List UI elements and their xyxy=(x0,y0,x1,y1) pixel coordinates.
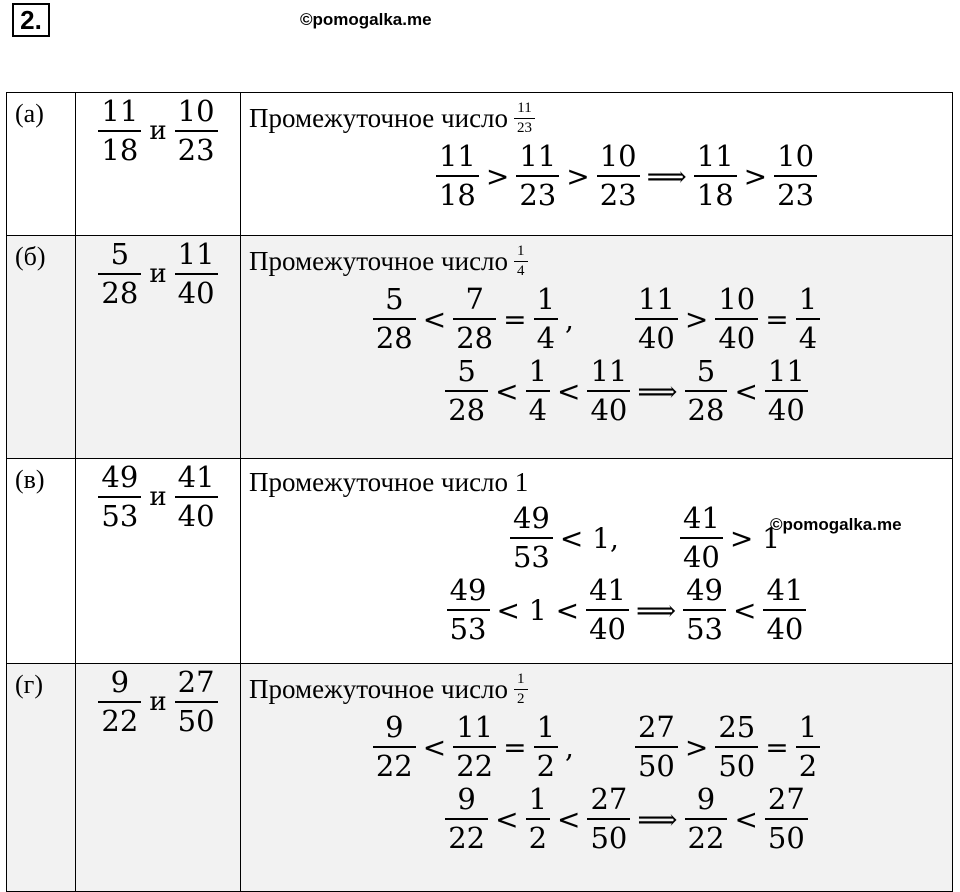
fraction-numerator: 49 xyxy=(449,573,487,607)
fraction xyxy=(373,282,416,355)
intermediate-number-line xyxy=(241,236,952,279)
math-operator: < xyxy=(557,374,581,408)
math-operator: = xyxy=(503,730,527,764)
intermediate-number-line xyxy=(241,459,952,498)
fraction xyxy=(765,782,808,855)
fraction-denominator: 23 xyxy=(514,118,535,136)
fraction xyxy=(526,782,550,855)
fraction xyxy=(516,139,559,212)
fraction xyxy=(534,710,558,783)
fraction xyxy=(765,354,808,427)
math-operator: < xyxy=(557,802,581,836)
fraction-denominator: 2 xyxy=(514,689,528,707)
fraction-denominator: 50 xyxy=(765,818,808,853)
fraction-numerator: 9 xyxy=(110,665,130,699)
fraction-denominator: 4 xyxy=(534,318,558,353)
fraction-numerator: 10 xyxy=(177,94,215,128)
math-operator: < xyxy=(734,802,758,836)
fraction-numerator: 41 xyxy=(589,573,626,607)
fraction-numerator: 49 xyxy=(512,501,550,535)
math-operator: > xyxy=(485,159,510,193)
math-operator: ⟹ xyxy=(635,593,677,627)
row-label: (а) xyxy=(15,99,44,128)
fraction-numerator: 11 xyxy=(438,139,476,173)
fraction-denominator: 40 xyxy=(635,318,678,353)
math-operator: = xyxy=(503,302,527,336)
fraction-denominator: 2 xyxy=(796,746,820,781)
fraction-denominator: 18 xyxy=(98,130,141,165)
fraction-numerator: 5 xyxy=(696,354,716,388)
math-operator: , xyxy=(565,302,574,336)
math-line-1 xyxy=(241,501,952,574)
fraction-numerator: 1 xyxy=(798,282,818,316)
fraction xyxy=(175,94,218,167)
solution-cell xyxy=(241,459,953,664)
fraction-pair xyxy=(76,664,240,736)
fraction-pair xyxy=(76,459,240,531)
fraction-numerator: 1 xyxy=(536,282,556,316)
fraction xyxy=(453,282,496,355)
fraction-denominator: 50 xyxy=(715,746,758,781)
fraction-numerator: 11 xyxy=(456,710,494,744)
intro-text: Промежуточное число xyxy=(249,103,509,133)
fraction-numerator: 1 xyxy=(528,782,548,816)
fraction-denominator: 2 xyxy=(526,818,550,853)
fraction-denominator: 53 xyxy=(98,496,141,531)
fraction-denominator: 23 xyxy=(597,175,640,210)
fraction xyxy=(694,139,737,212)
fraction-numerator: 11 xyxy=(637,282,675,316)
intro-text: Промежуточное число 1 xyxy=(249,467,529,497)
fraction-numerator: 1 xyxy=(536,710,556,744)
fraction xyxy=(683,573,726,646)
math-operator: ⟹ xyxy=(637,374,678,408)
math-operator: < xyxy=(422,730,447,764)
fraction xyxy=(514,244,528,279)
solution-cell xyxy=(241,236,953,459)
math-line-2 xyxy=(241,354,952,427)
math-operator: ⟹ xyxy=(637,802,678,836)
pair-cell xyxy=(76,236,241,459)
fraction xyxy=(175,237,218,310)
fraction xyxy=(373,710,416,783)
task-number: 2. xyxy=(12,3,50,37)
fraction xyxy=(796,282,820,355)
fraction-numerator: 25 xyxy=(718,710,756,744)
fraction-numerator: 27 xyxy=(637,710,675,744)
math-line-2 xyxy=(241,573,952,646)
intro-text: Промежуточное число xyxy=(249,674,509,704)
row-label: (в) xyxy=(15,465,45,494)
fraction-numerator: 5 xyxy=(457,354,476,388)
fraction xyxy=(796,710,820,783)
fraction-numerator: 11 xyxy=(519,139,557,173)
math-operator: < xyxy=(734,374,758,408)
fraction xyxy=(436,139,479,212)
label-cell xyxy=(7,459,76,664)
fraction-pair xyxy=(76,93,240,165)
fraction-denominator: 53 xyxy=(510,537,553,572)
solution-row xyxy=(7,459,953,664)
fraction-numerator: 49 xyxy=(101,460,139,494)
fraction-denominator: 22 xyxy=(373,746,416,781)
fraction-numerator: 10 xyxy=(777,139,815,173)
fraction xyxy=(514,672,528,707)
intermediate-number-line xyxy=(241,664,952,707)
fraction-numerator: 41 xyxy=(682,501,720,535)
fraction-denominator: 40 xyxy=(586,609,629,644)
fraction xyxy=(635,710,678,783)
fraction-numerator: 9 xyxy=(457,782,476,816)
fraction-numerator: 5 xyxy=(385,282,404,316)
pair-cell xyxy=(76,459,241,664)
fraction xyxy=(526,354,550,427)
row-label: (б) xyxy=(15,242,46,271)
fraction-numerator: 27 xyxy=(590,782,628,816)
math-operator: ⟹ xyxy=(646,159,687,193)
fraction xyxy=(715,710,758,783)
fraction xyxy=(534,282,558,355)
fraction xyxy=(680,501,723,574)
math-operator: = xyxy=(765,302,789,336)
fraction-numerator: 41 xyxy=(766,573,804,607)
fraction-denominator: 28 xyxy=(373,318,416,353)
math-line-1 xyxy=(241,139,952,212)
math-line-1 xyxy=(241,282,952,355)
watermark-middle: ©pomogalka.me xyxy=(770,515,902,534)
math-operator: < 1 < xyxy=(496,593,580,627)
intermediate-number-line xyxy=(241,93,952,136)
fraction-numerator: 11 xyxy=(177,237,215,271)
fraction-denominator: 28 xyxy=(98,273,141,308)
fraction-denominator: 22 xyxy=(685,818,728,853)
pair-cell xyxy=(76,93,241,236)
solution-row xyxy=(7,664,953,892)
fraction-numerator: 1 xyxy=(798,710,818,744)
fraction xyxy=(447,573,490,646)
fraction-denominator: 40 xyxy=(763,609,806,644)
fraction-denominator: 40 xyxy=(680,537,723,572)
math-operator: < xyxy=(422,302,447,336)
fraction xyxy=(98,665,141,738)
fraction xyxy=(774,139,817,212)
math-line-2 xyxy=(241,782,952,855)
fraction xyxy=(453,710,496,783)
fraction xyxy=(510,501,553,574)
fraction-denominator: 50 xyxy=(587,818,630,853)
fraction-numerator: 1 xyxy=(517,671,525,687)
fraction xyxy=(98,94,141,167)
fraction-numerator: 11 xyxy=(767,354,805,388)
fraction xyxy=(587,782,630,855)
fraction-numerator: 1 xyxy=(517,243,525,259)
fraction-numerator: 27 xyxy=(177,665,215,699)
conjunction: и xyxy=(149,116,167,146)
fraction xyxy=(685,782,728,855)
math-operator: > 1 xyxy=(729,521,781,555)
fraction-denominator: 4 xyxy=(514,261,528,279)
fraction xyxy=(763,573,806,646)
math-operator: = xyxy=(765,730,789,764)
math-line-1 xyxy=(241,710,952,783)
pair-cell xyxy=(76,664,241,892)
fraction xyxy=(597,139,640,212)
fraction-denominator: 53 xyxy=(447,609,490,644)
fraction-numerator: 1 xyxy=(528,354,548,388)
fraction-numerator: 10 xyxy=(599,139,637,173)
fraction-numerator: 11 xyxy=(696,139,734,173)
fraction-denominator: 40 xyxy=(765,390,808,425)
math-operator: > xyxy=(743,159,768,193)
math-operator: < 1, xyxy=(559,521,619,555)
fraction-denominator: 50 xyxy=(635,746,678,781)
math-operator: < xyxy=(495,802,519,836)
math-operator: > xyxy=(566,159,590,193)
fraction xyxy=(514,101,535,136)
solution-row xyxy=(7,93,953,236)
watermark-top: ©pomogalka.me xyxy=(300,10,432,29)
fraction xyxy=(175,665,218,738)
fraction-denominator: 40 xyxy=(715,318,758,353)
fraction xyxy=(685,354,728,427)
fraction-denominator: 22 xyxy=(445,818,488,853)
fraction-numerator: 11 xyxy=(590,354,628,388)
solution-cell xyxy=(241,664,953,892)
fraction xyxy=(635,282,678,355)
fraction-denominator: 2 xyxy=(534,746,558,781)
intro-text: Промежуточное число xyxy=(249,246,509,276)
fraction-denominator: 18 xyxy=(694,175,737,210)
fraction-denominator: 40 xyxy=(175,273,218,308)
label-cell xyxy=(7,236,76,459)
fraction-denominator: 22 xyxy=(453,746,496,781)
fraction-denominator: 18 xyxy=(436,175,479,210)
solution-cell xyxy=(241,93,953,236)
fraction-numerator: 7 xyxy=(465,282,484,316)
conjunction: и xyxy=(149,259,167,289)
row-label: (г) xyxy=(15,670,43,699)
fraction-denominator: 23 xyxy=(774,175,817,210)
math-operator: < xyxy=(495,374,519,408)
fraction-numerator: 27 xyxy=(767,782,805,816)
fraction xyxy=(98,460,141,533)
math-operator: > xyxy=(684,730,709,764)
fraction-denominator: 23 xyxy=(516,175,559,210)
fraction xyxy=(586,573,629,646)
conjunction: и xyxy=(149,482,167,512)
solution-table xyxy=(6,92,953,892)
solution-row xyxy=(7,236,953,459)
fraction-numerator: 5 xyxy=(110,237,130,271)
label-cell xyxy=(7,664,76,892)
fraction xyxy=(445,782,488,855)
fraction-denominator: 4 xyxy=(526,390,550,425)
fraction-numerator: 11 xyxy=(101,94,139,128)
fraction-denominator: 28 xyxy=(445,390,488,425)
math-operator: > xyxy=(684,302,709,336)
fraction-denominator: 28 xyxy=(685,390,728,425)
fraction xyxy=(445,354,488,427)
fraction xyxy=(715,282,758,355)
label-cell xyxy=(7,93,76,236)
fraction xyxy=(98,237,141,310)
fraction-numerator: 49 xyxy=(686,573,724,607)
math-operator: < xyxy=(733,593,757,627)
fraction-denominator: 40 xyxy=(175,496,218,531)
fraction xyxy=(587,354,630,427)
conjunction: и xyxy=(149,687,167,717)
fraction-denominator: 28 xyxy=(453,318,496,353)
fraction-denominator: 53 xyxy=(683,609,726,644)
fraction-numerator: 9 xyxy=(696,782,716,816)
fraction-denominator: 23 xyxy=(175,130,218,165)
math-operator: , xyxy=(565,730,574,764)
fraction-numerator: 10 xyxy=(718,282,756,316)
fraction-numerator: 11 xyxy=(517,100,532,116)
fraction-numerator: 9 xyxy=(385,710,404,744)
fraction-denominator: 22 xyxy=(98,701,141,736)
fraction-denominator: 4 xyxy=(796,318,820,353)
fraction-numerator: 41 xyxy=(177,460,215,494)
fraction-pair xyxy=(76,236,240,308)
fraction-denominator: 50 xyxy=(175,701,218,736)
fraction-denominator: 40 xyxy=(587,390,630,425)
fraction xyxy=(175,460,218,533)
